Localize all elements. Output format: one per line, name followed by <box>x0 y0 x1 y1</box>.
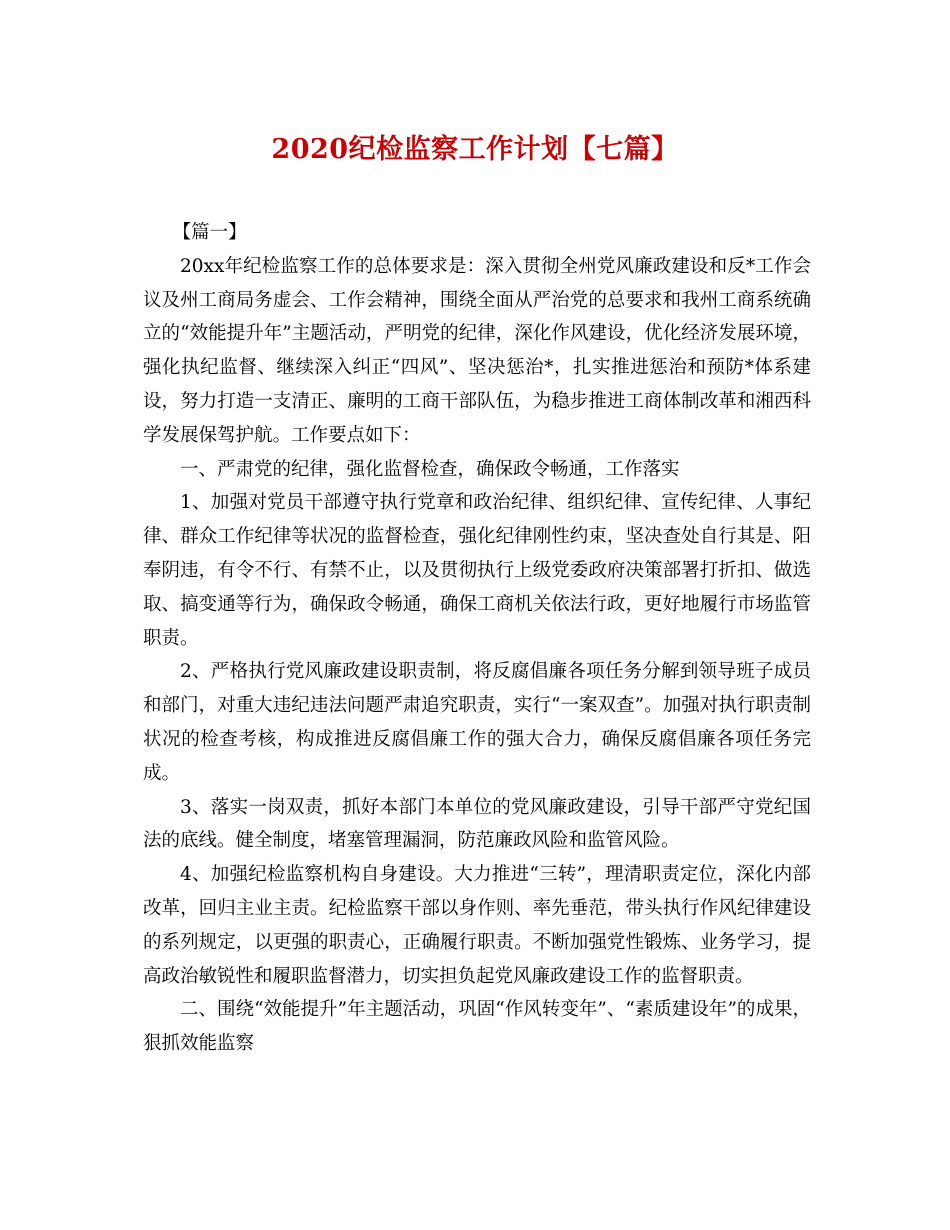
paragraph: 2、严格执行党风廉政建设职责制，将反腐倡廉各项任务分解到领导班子成员和部门，对重大违纪违法问题严肃追究职责，实行“一案双查”。加强对执行职责制状况的检查考核，构成推进反腐倡廉工作的强大合力，确保反腐倡廉各项任务完成。 <box>143 661 811 784</box>
document-title: 2020纪检监察工作计划【七篇】 <box>271 134 679 165</box>
paragraph: 一、严肃党的纪律，强化监督检查，确保政令畅通，工作落实 <box>180 458 680 480</box>
section-label: 【篇一】 <box>172 222 247 243</box>
paragraph: 3、落实一岗双责，抓好本部门本单位的党风廉政建设，引导干部严守党纪国法的底线。健全制度，堵塞管理漏洞，防范廉政风险和监管风险。 <box>143 796 811 852</box>
paragraph: 1、加强对党员干部遵守执行党章和政治纪律、组织纪律、宣传纪律、人事纪律、群众工作纪律等状况的监督检查，强化纪律刚性约束，坚决查处自行其是、阳奉阴违，有令不行、有禁不止，以及贯彻执行上级党委政府决策部署打折扣、做选取、搞变通等行为，确保政令畅通，确保工商机关依法行政，更好地履行市场监管职责。 <box>143 492 811 649</box>
document-body <box>143 216 811 1061</box>
paragraph: 4、加强纪检监察机构自身建设。大力推进“三转”，理清职责定位，深化内部改革，回归主业主责。纪检监察干部以身作则、率先垂范，带头执行作风纪律建设的系列规定，以更强的职责心，正确履行职责。不断加强党性锻炼、业务学习，提高政治敏锐性和履职监督潜力，切实担负起党风廉政建设工作的监督职责。 <box>143 864 811 987</box>
paragraph: 20xx年纪检监察工作的总体要求是：深入贯彻全州党风廉政建设和反*工作会议及州工商局务虚会、工作会精神，围绕全面从严治党的总要求和我州工商系统确立的“效能提升年”主题活动，严明党的纪律，深化作风建设，优化经济发展环境，强化执纪监督、继续深入纠正“四风”、坚决惩治*，扎实推进惩治和预防*体系建设，努力打造一支清正、廉明的工商干部队伍，为稳步推进工商体制改革和湘西科学发展保驾护航。工作要点如下： <box>143 255 811 446</box>
paragraph: 二、围绕“效能提升”年主题活动，巩固“作风转变年”、“素质建设年”的成果，狠抓效能监察 <box>143 999 811 1055</box>
